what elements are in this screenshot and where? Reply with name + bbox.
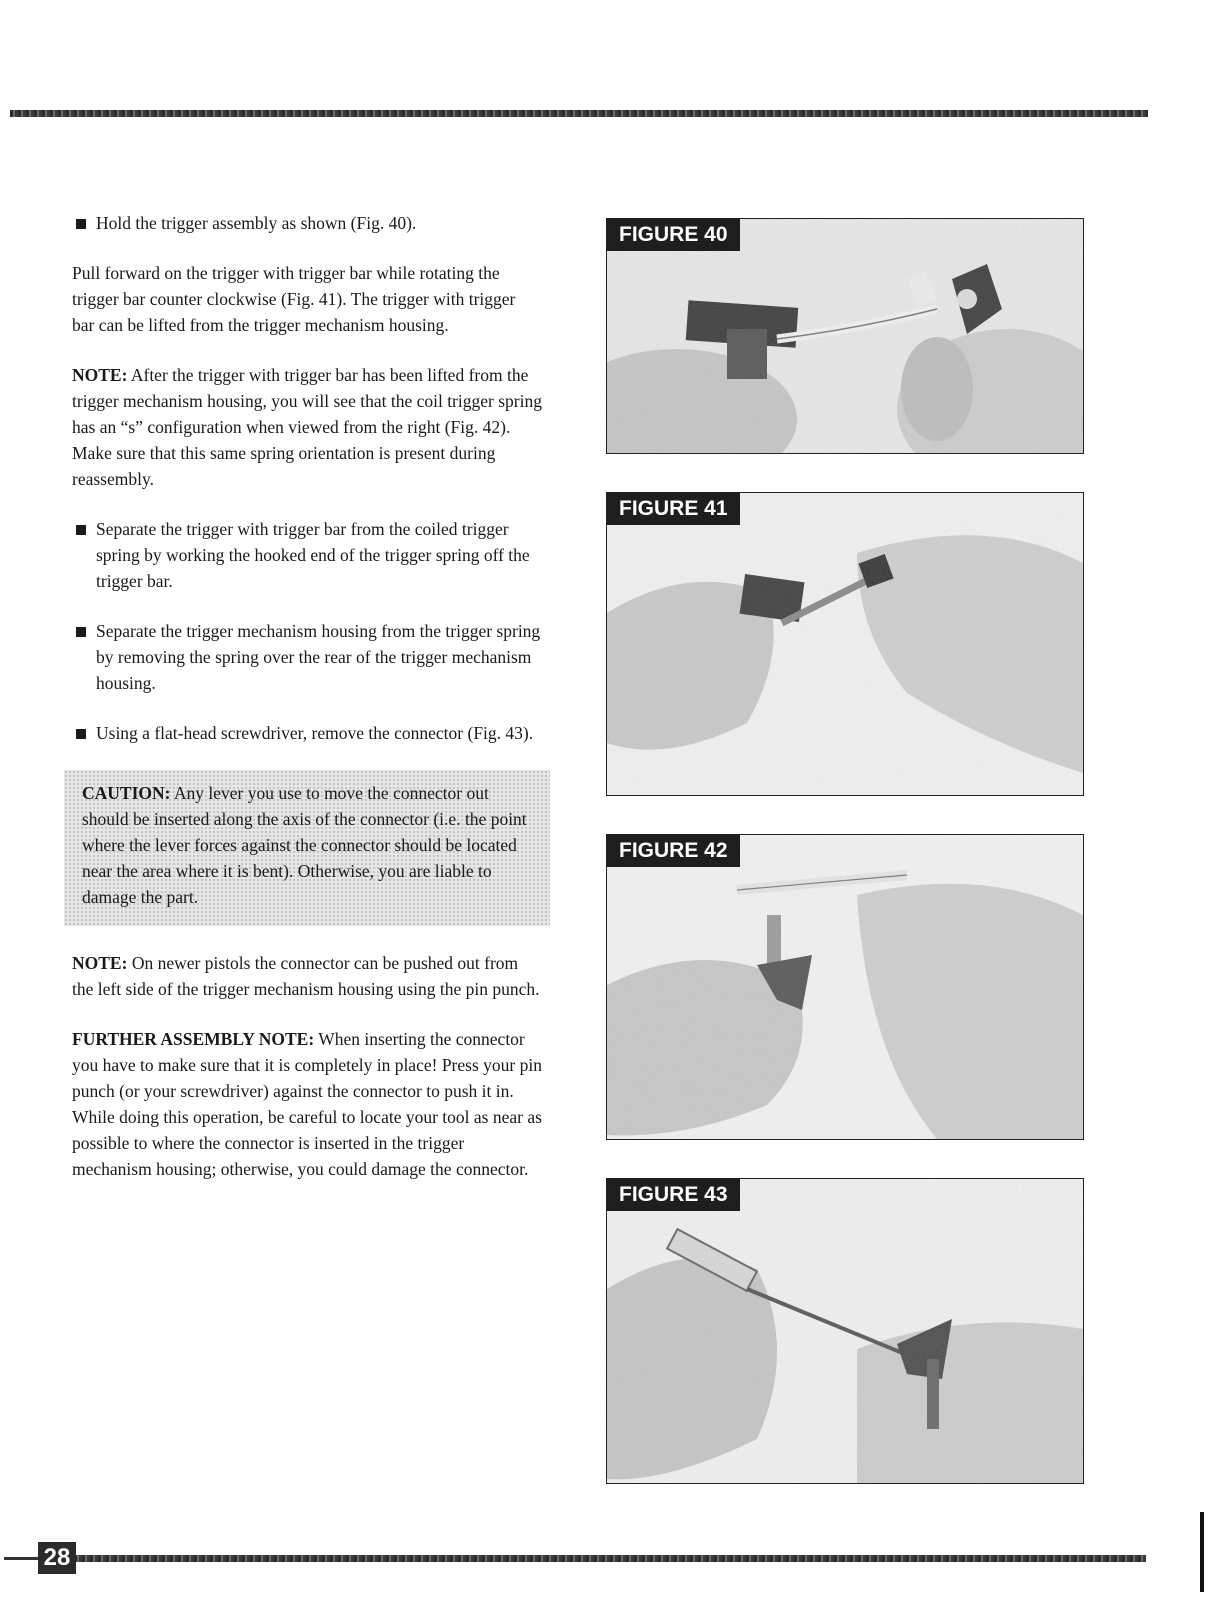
figure-42	[606, 834, 1084, 1140]
bullet-square-icon	[76, 525, 86, 535]
figure-42-photo	[607, 835, 1083, 1139]
bullet-square-icon	[76, 219, 86, 229]
caution-text: Any lever you use to move the connector out should be inserted along the axis of the connector (i.e. the point where the lever forces against the connector should be located near the area where it is bent). Otherwise, you are liable to damage the part.	[82, 783, 527, 907]
figure-40-label: FIGURE 40	[607, 219, 740, 251]
further-label: FURTHER ASSEMBLY NOTE:	[72, 1029, 315, 1049]
note-spring-orientation	[72, 362, 542, 492]
bullet-square-icon	[76, 627, 86, 637]
body-text-column	[72, 210, 542, 1206]
paragraph-pull-forward: Pull forward on the trigger with trigger bar while rotating the trigger bar counter clockwise (Fig. 41). The trigger with trigger bar can be lifted from the trigger mechanism housing.	[72, 263, 516, 335]
note-text: On newer pistols the connector can be pushed out from the left side of the trigger mechanism housing using the pin punch.	[72, 953, 540, 999]
note-text: After the trigger with trigger bar has been lifted from the trigger mechanism housing, you will see that the coil trigger spring has an “s” configuration when viewed from the right (Fig. 42). Make sure that this same spring orientation is present during reassembly.	[72, 365, 542, 489]
caution-label: CAUTION:	[82, 783, 171, 803]
note-newer-pistols	[72, 950, 542, 1002]
page-number: 28	[38, 1542, 76, 1574]
bullet-text: Separate the trigger mechanism housing from the trigger spring by removing the spring over the rear of the trigger mechanism housing.	[96, 621, 541, 693]
further-text: When inserting the connector you have to make sure that it is completely in place! Press your pin punch (or your screwdriver) against the connector to push it in. While doing this operation, be careful to locate your tool as near as possible to where the connector is inserted in the trigger mechanism housing; otherwise, you could damage the connector.	[72, 1029, 542, 1179]
figure-43	[606, 1178, 1084, 1484]
figure-43-photo	[607, 1179, 1083, 1483]
figure-43-label: FIGURE 43	[607, 1179, 740, 1211]
figure-40-photo	[607, 219, 1083, 453]
bullet-text: Using a flat-head screwdriver, remove the connector (Fig. 43).	[96, 723, 534, 743]
figure-41-photo	[607, 493, 1083, 795]
bullet-square-icon	[76, 729, 86, 739]
further-assembly-note	[72, 1026, 542, 1182]
bullet-separate-trigger	[72, 516, 542, 594]
top-rule	[10, 110, 1148, 117]
figure-42-label: FIGURE 42	[607, 835, 740, 867]
figure-41	[606, 492, 1084, 796]
figure-40	[606, 218, 1084, 454]
figure-41-label: FIGURE 41	[607, 493, 740, 525]
footer-left-stub	[4, 1557, 38, 1560]
page-edge-mark	[1200, 1512, 1204, 1592]
note-label: NOTE:	[72, 365, 128, 385]
bullet-separate-housing	[72, 618, 542, 696]
note-label: NOTE:	[72, 953, 128, 973]
bullet-text: Separate the trigger with trigger bar from the coiled trigger spring by working the hooked end of the trigger spring off the trigger bar.	[96, 519, 530, 591]
bullet-remove-connector	[72, 720, 542, 746]
bullet-hold-trigger	[72, 210, 542, 236]
caution-box	[64, 770, 550, 926]
bottom-rule	[74, 1555, 1146, 1562]
bullet-text: Hold the trigger assembly as shown (Fig. 40).	[96, 213, 417, 233]
